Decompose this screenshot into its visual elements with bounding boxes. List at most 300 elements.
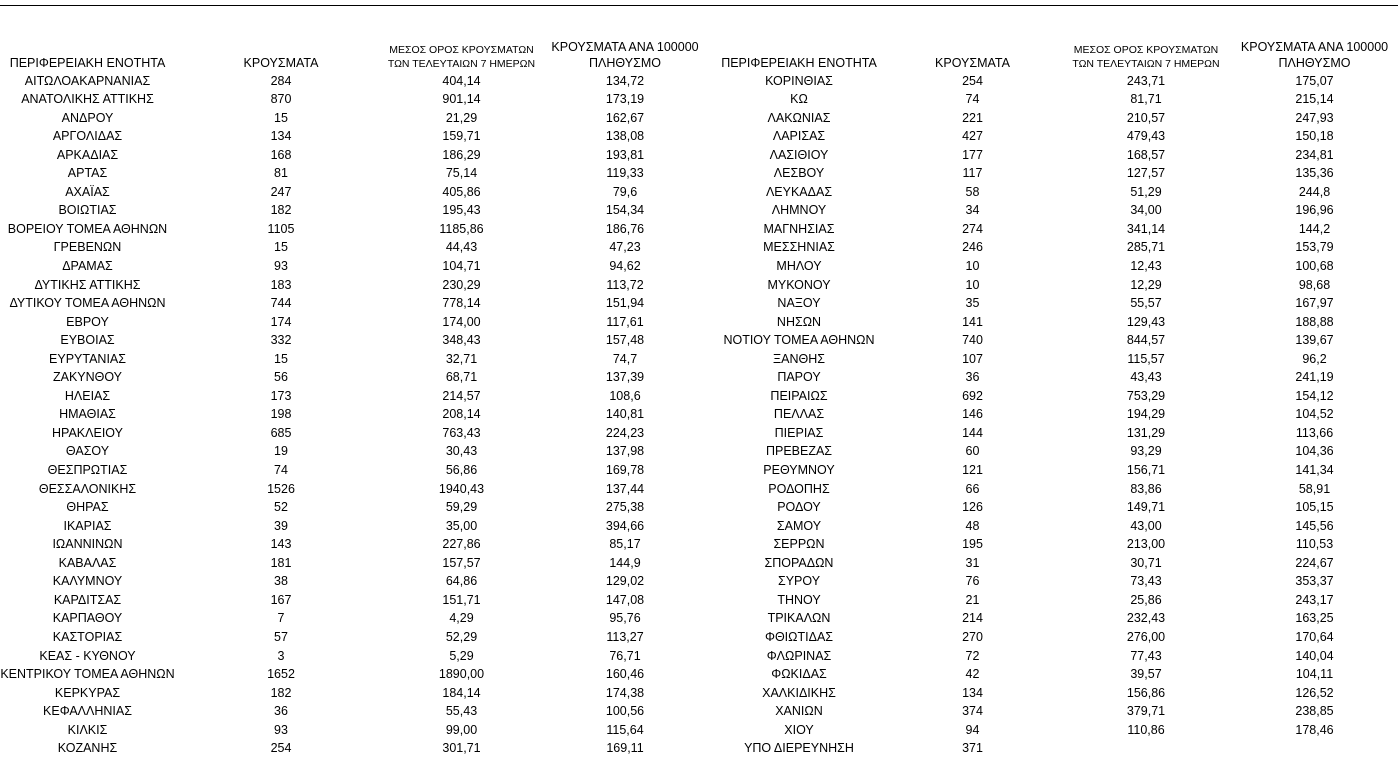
right-avg7-cell bbox=[1061, 739, 1231, 758]
left-region-cell: ΚΕΝΤΡΙΚΟΥ ΤΟΜΕΑ ΑΘΗΝΩΝ bbox=[0, 667, 175, 682]
right-avg7-cell: 81,71 bbox=[1130, 92, 1162, 107]
table-row bbox=[0, 71, 1398, 90]
right-avg7-cell: 276,00 bbox=[1126, 629, 1166, 644]
left-region-cell: ΗΡΑΚΛΕΙΟΥ bbox=[52, 425, 123, 440]
right-per100k-cell: 243,17 bbox=[1295, 592, 1334, 607]
header-per100k-line2: ΠΛΗΘΥΣΜΟ bbox=[1278, 56, 1351, 70]
table-row bbox=[0, 90, 1398, 109]
left-cases-cell: 167 bbox=[270, 592, 292, 607]
right-per100k-cell: 135,36 bbox=[1295, 166, 1334, 181]
left-region-cell: ΚΑΣΤΟΡΙΑΣ bbox=[52, 629, 123, 644]
table-row bbox=[0, 219, 1398, 238]
header-cases-left: ΚΡΟΥΣΜΑΤΑ bbox=[243, 56, 319, 70]
right-region-cell: ΜΥΚΟΝΟΥ bbox=[767, 277, 831, 292]
left-cases-cell: 52 bbox=[274, 500, 288, 515]
right-cases-cell: 134 bbox=[962, 685, 983, 700]
left-avg7-cell: 195,43 bbox=[442, 203, 481, 218]
left-cases-cell: 685 bbox=[270, 425, 292, 440]
left-avg7-cell: 763,43 bbox=[442, 425, 481, 440]
right-avg7-cell: 77,43 bbox=[1130, 648, 1162, 663]
left-avg7-cell: 214,57 bbox=[442, 388, 481, 403]
left-cases-cell: 36 bbox=[274, 704, 288, 719]
left-per100k-cell: 275,38 bbox=[605, 500, 645, 515]
table-row bbox=[0, 127, 1398, 146]
right-region-cell: ΦΘΙΩΤΙΔΑΣ bbox=[764, 629, 834, 644]
table-body bbox=[0, 71, 1398, 757]
left-per100k-cell: 108,6 bbox=[609, 388, 641, 403]
table-row bbox=[0, 108, 1398, 127]
left-region-cell: ΔΡΑΜΑΣ bbox=[62, 259, 113, 274]
left-region-cell: ΕΥΒΟΙΑΣ bbox=[60, 333, 115, 348]
left-per100k-cell: 169,78 bbox=[605, 463, 645, 478]
right-per100k-cell: 104,52 bbox=[1295, 407, 1334, 422]
table-row bbox=[0, 349, 1398, 368]
left-region-cell: ΑΧΑΪΑΣ bbox=[65, 184, 110, 199]
right-region-cell: ΧΑΛΚΙΔΙΚΗΣ bbox=[762, 685, 836, 700]
right-region-cell: ΣΑΜΟΥ bbox=[776, 518, 822, 533]
left-cases-cell: 56 bbox=[274, 370, 288, 385]
left-region-cell: ΔΥΤΙΚΟΥ ΤΟΜΕΑ ΑΘΗΝΩΝ bbox=[9, 296, 166, 311]
right-avg7-cell: 34,00 bbox=[1130, 203, 1162, 218]
right-cases-cell: 221 bbox=[962, 110, 983, 125]
left-avg7-cell: 104,71 bbox=[442, 259, 481, 274]
left-cases-cell: 74 bbox=[274, 463, 288, 478]
header-avg7-line2: ΤΩΝ ΤΕΛΕΥΤΑΙΩΝ 7 ΗΜΕΡΩΝ bbox=[1072, 58, 1220, 70]
left-per100k-cell: 160,46 bbox=[605, 667, 645, 682]
right-cases-cell: 246 bbox=[962, 240, 983, 255]
right-avg7-cell: 55,57 bbox=[1130, 296, 1162, 311]
right-region-cell: ΛΑΣΙΘΙΟΥ bbox=[769, 147, 829, 162]
left-per100k-cell: 137,98 bbox=[605, 444, 645, 459]
header-per100k-right bbox=[1231, 36, 1398, 71]
table-row bbox=[0, 702, 1398, 721]
table-row bbox=[0, 535, 1398, 554]
table-row bbox=[0, 646, 1398, 665]
right-region-cell: ΦΩΚΙΔΑΣ bbox=[771, 667, 827, 682]
right-per100k-cell: 163,25 bbox=[1295, 611, 1334, 626]
left-cases-cell: 38 bbox=[274, 574, 288, 589]
left-region-cell: ΒΟΡΕΙΟΥ ΤΟΜΕΑ ΑΘΗΝΩΝ bbox=[7, 221, 168, 236]
left-avg7-cell: 901,14 bbox=[442, 92, 481, 107]
right-region-cell: ΝΟΤΙΟΥ ΤΟΜΕΑ ΑΘΗΝΩΝ bbox=[723, 333, 875, 348]
left-avg7-cell: 35,00 bbox=[445, 518, 478, 533]
left-region-cell: ΗΛΕΙΑΣ bbox=[64, 388, 111, 403]
right-region-cell: ΛΑΡΙΣΑΣ bbox=[772, 129, 826, 144]
left-region-cell: ΕΥΡΥΤΑΝΙΑΣ bbox=[49, 351, 126, 366]
table-row bbox=[0, 182, 1398, 201]
left-cases-cell: 182 bbox=[270, 685, 292, 700]
left-cases-cell: 19 bbox=[274, 444, 288, 459]
left-per100k-cell: 157,48 bbox=[605, 333, 645, 348]
left-cases-cell: 1105 bbox=[267, 221, 295, 236]
left-avg7-cell: 405,86 bbox=[442, 184, 481, 199]
left-per100k-cell: 137,44 bbox=[605, 481, 645, 496]
left-avg7-cell: 30,43 bbox=[445, 444, 478, 459]
right-avg7-cell: 210,57 bbox=[1126, 110, 1166, 125]
right-cases-cell: 10 bbox=[965, 259, 980, 274]
right-per100k-cell: 170,64 bbox=[1295, 629, 1334, 644]
left-per100k-cell: 100,56 bbox=[605, 704, 645, 719]
left-per100k-cell: 173,19 bbox=[605, 92, 645, 107]
left-region-cell: ΘΕΣΠΡΩΤΙΑΣ bbox=[47, 463, 128, 478]
right-region-cell: ΡΟΔΟΥ bbox=[777, 500, 821, 515]
header-per100k-left bbox=[536, 36, 714, 71]
left-avg7-cell: 151,71 bbox=[442, 592, 481, 607]
table-row bbox=[0, 201, 1398, 220]
table-row bbox=[0, 460, 1398, 479]
left-cases-cell: 1526 bbox=[267, 481, 295, 496]
right-cases-cell: 141 bbox=[962, 314, 983, 329]
right-cases-cell: 692 bbox=[962, 388, 983, 403]
right-per100k-cell: 126,52 bbox=[1295, 685, 1334, 700]
right-per100k-cell: 104,11 bbox=[1295, 667, 1334, 682]
table-row bbox=[0, 423, 1398, 442]
table-row bbox=[0, 739, 1398, 758]
left-per100k-cell: 79,6 bbox=[612, 184, 638, 199]
right-avg7-cell: 25,86 bbox=[1130, 592, 1162, 607]
right-region-cell: ΛΕΣΒΟΥ bbox=[773, 166, 825, 181]
left-region-cell: ΚΑΡΔΙΤΣΑΣ bbox=[53, 592, 122, 607]
left-per100k-cell: 113,27 bbox=[606, 629, 644, 644]
top-border-line bbox=[0, 5, 1398, 6]
left-avg7-cell: 99,00 bbox=[445, 722, 478, 737]
left-per100k-cell: 144,9 bbox=[609, 555, 641, 570]
right-per100k-cell: 154,12 bbox=[1295, 388, 1334, 403]
right-per100k-cell: 105,15 bbox=[1295, 500, 1334, 515]
left-cases-cell: 134 bbox=[270, 129, 292, 144]
left-avg7-cell: 5,29 bbox=[449, 648, 474, 663]
right-per100k-cell: 224,67 bbox=[1295, 555, 1334, 570]
left-avg7-cell: 159,71 bbox=[442, 129, 481, 144]
table-row bbox=[0, 238, 1398, 257]
right-cases-cell: 60 bbox=[965, 444, 980, 459]
right-avg7-cell: 131,29 bbox=[1126, 425, 1166, 440]
left-avg7-cell: 227,86 bbox=[442, 537, 481, 552]
left-region-cell: ΚΙΛΚΙΣ bbox=[67, 722, 108, 737]
right-per100k-cell: 96,2 bbox=[1302, 351, 1327, 366]
right-avg7-cell: 129,43 bbox=[1126, 314, 1166, 329]
right-avg7-cell: 83,86 bbox=[1130, 481, 1162, 496]
left-per100k-cell: 154,34 bbox=[605, 203, 645, 218]
table-row bbox=[0, 683, 1398, 702]
left-per100k-cell: 119,33 bbox=[606, 166, 644, 181]
right-region-cell: ΜΕΣΣΗΝΙΑΣ bbox=[763, 240, 835, 255]
right-cases-cell: 126 bbox=[962, 500, 983, 515]
left-per100k-cell: 137,39 bbox=[605, 370, 645, 385]
left-avg7-cell: 208,14 bbox=[442, 407, 481, 422]
left-region-cell: ΚΑΡΠΑΘΟΥ bbox=[52, 611, 123, 626]
left-avg7-cell: 1890,00 bbox=[438, 667, 485, 682]
header-avg7-line1: ΜΕΣΟΣ ΟΡΟΣ ΚΡΟΥΣΜΑΤΩΝ bbox=[389, 44, 534, 56]
left-per100k-cell: 95,76 bbox=[609, 611, 641, 626]
left-per100k-cell: 151,94 bbox=[605, 296, 645, 311]
left-cases-cell: 332 bbox=[270, 333, 292, 348]
right-per100k-cell: 98,68 bbox=[1298, 277, 1331, 292]
table-row bbox=[0, 312, 1398, 331]
table-row bbox=[0, 553, 1398, 572]
right-avg7-cell: 12,29 bbox=[1130, 277, 1162, 292]
right-cases-cell: 36 bbox=[965, 370, 980, 385]
right-per100k-cell: 145,56 bbox=[1295, 518, 1334, 533]
right-region-cell: ΞΑΝΘΗΣ bbox=[773, 351, 825, 366]
right-avg7-cell: 243,71 bbox=[1126, 73, 1166, 88]
right-per100k-cell: 196,96 bbox=[1295, 203, 1334, 218]
right-avg7-cell: 51,29 bbox=[1130, 184, 1162, 199]
table-row bbox=[0, 479, 1398, 498]
right-cases-cell: 146 bbox=[962, 407, 983, 422]
left-avg7-cell: 230,29 bbox=[442, 277, 481, 292]
right-per100k-cell: 104,36 bbox=[1295, 444, 1334, 459]
left-avg7-cell: 59,29 bbox=[445, 500, 478, 515]
covid-cases-table bbox=[0, 36, 1398, 757]
left-avg7-cell: 301,71 bbox=[442, 741, 481, 756]
table-row bbox=[0, 498, 1398, 517]
left-region-cell: ΒΟΙΩΤΙΑΣ bbox=[58, 203, 117, 218]
right-avg7-cell: 341,14 bbox=[1126, 221, 1166, 236]
right-region-cell: ΤΡΙΚΑΛΩΝ bbox=[767, 611, 831, 626]
right-avg7-cell: 93,29 bbox=[1130, 444, 1162, 459]
table-row bbox=[0, 720, 1398, 739]
left-cases-cell: 284 bbox=[270, 73, 292, 88]
left-per100k-cell: 115,64 bbox=[606, 722, 644, 737]
left-cases-cell: 81 bbox=[274, 166, 288, 181]
left-cases-cell: 181 bbox=[270, 555, 292, 570]
right-per100k-cell: 234,81 bbox=[1295, 147, 1334, 162]
table-row bbox=[0, 386, 1398, 405]
left-cases-cell: 15 bbox=[274, 351, 288, 366]
left-region-cell: ΑΝΔΡΟΥ bbox=[61, 110, 114, 125]
right-per100k-cell: 241,19 bbox=[1295, 370, 1334, 385]
right-region-cell: ΧΙΟΥ bbox=[784, 722, 814, 737]
right-avg7-cell: 479,43 bbox=[1126, 129, 1166, 144]
right-per100k-cell: 113,66 bbox=[1295, 425, 1334, 440]
right-cases-cell: 31 bbox=[965, 555, 980, 570]
left-avg7-cell: 186,29 bbox=[442, 147, 481, 162]
left-per100k-cell: 186,76 bbox=[605, 221, 645, 236]
right-per100k-cell: 100,68 bbox=[1295, 259, 1334, 274]
left-region-cell: ΑΡΤΑΣ bbox=[67, 166, 108, 181]
right-cases-cell: 48 bbox=[965, 518, 980, 533]
right-cases-cell: 214 bbox=[962, 611, 983, 626]
right-cases-cell: 74 bbox=[965, 92, 980, 107]
right-avg7-cell: 753,29 bbox=[1126, 388, 1166, 403]
left-region-cell: ΑΡΚΑΔΙΑΣ bbox=[56, 147, 119, 162]
right-cases-cell: 177 bbox=[962, 147, 983, 162]
right-per100k-cell: 153,79 bbox=[1295, 240, 1334, 255]
table-row bbox=[0, 294, 1398, 313]
header-cases-right: ΚΡΟΥΣΜΑΤΑ bbox=[935, 56, 1010, 70]
left-cases-cell: 870 bbox=[270, 92, 292, 107]
left-avg7-cell: 348,43 bbox=[442, 333, 481, 348]
right-region-cell: ΡΕΘΥΜΝΟΥ bbox=[763, 463, 835, 478]
left-avg7-cell: 1940,43 bbox=[438, 481, 485, 496]
right-per100k-cell: 144,2 bbox=[1298, 221, 1331, 236]
right-per100k-cell: 244,8 bbox=[1298, 184, 1331, 199]
right-cases-cell: 94 bbox=[965, 722, 980, 737]
right-region-cell: ΠΑΡΟΥ bbox=[777, 370, 821, 385]
header-per100k-line1: ΚΡΟΥΣΜΑΤΑ ΑΝΑ 100000 bbox=[1240, 40, 1389, 54]
left-region-cell: ΚΑΛΥΜΝΟΥ bbox=[52, 574, 123, 589]
right-cases-cell: 740 bbox=[962, 333, 983, 348]
left-cases-cell: 57 bbox=[274, 629, 288, 644]
right-avg7-cell: 110,86 bbox=[1127, 722, 1165, 737]
left-cases-cell: 183 bbox=[270, 277, 292, 292]
right-per100k-cell: 175,07 bbox=[1295, 73, 1334, 88]
right-cases-cell: 427 bbox=[962, 129, 983, 144]
right-cases-cell: 35 bbox=[965, 296, 980, 311]
left-region-cell: ΑΝΑΤΟΛΙΚΗΣ ΑΤΤΙΚΗΣ bbox=[21, 92, 154, 107]
left-per100k-cell: 169,11 bbox=[606, 741, 644, 756]
right-avg7-cell: 127,57 bbox=[1126, 166, 1166, 181]
right-region-cell: ΛΑΚΩΝΙΑΣ bbox=[767, 110, 831, 125]
left-region-cell: ΔΥΤΙΚΗΣ ΑΤΤΙΚΗΣ bbox=[34, 277, 141, 292]
right-per100k-cell: 215,14 bbox=[1295, 92, 1334, 107]
left-cases-cell: 1652 bbox=[267, 667, 295, 682]
left-cases-cell: 254 bbox=[270, 741, 292, 756]
right-avg7-cell: 213,00 bbox=[1126, 537, 1166, 552]
header-avg7-left bbox=[387, 36, 536, 71]
left-per100k-cell: 162,67 bbox=[605, 110, 645, 125]
right-cases-cell: 270 bbox=[962, 629, 983, 644]
left-avg7-cell: 68,71 bbox=[445, 370, 478, 385]
right-cases-cell: 144 bbox=[962, 425, 983, 440]
right-avg7-cell: 194,29 bbox=[1126, 407, 1166, 422]
left-avg7-cell: 64,86 bbox=[445, 574, 478, 589]
table-row bbox=[0, 256, 1398, 275]
right-cases-cell: 121 bbox=[962, 463, 983, 478]
left-region-cell: ΑΡΓΟΛΙΔΑΣ bbox=[52, 129, 123, 144]
right-region-cell: ΠΙΕΡΙΑΣ bbox=[774, 425, 824, 440]
right-cases-cell: 117 bbox=[962, 166, 983, 181]
right-cases-cell: 195 bbox=[962, 537, 983, 552]
left-per100k-cell: 134,72 bbox=[605, 73, 645, 88]
right-avg7-cell: 115,57 bbox=[1127, 351, 1165, 366]
table-row bbox=[0, 331, 1398, 350]
right-cases-cell: 10 bbox=[965, 277, 980, 292]
right-region-cell: ΠΕΛΛΑΣ bbox=[773, 407, 825, 422]
left-per100k-cell: 147,08 bbox=[605, 592, 645, 607]
table-row bbox=[0, 368, 1398, 387]
right-avg7-cell: 30,71 bbox=[1130, 555, 1162, 570]
right-region-cell: ΝΑΞΟΥ bbox=[777, 296, 821, 311]
right-avg7-cell: 156,71 bbox=[1126, 463, 1166, 478]
left-avg7-cell: 32,71 bbox=[445, 351, 478, 366]
header-per100k-line2: ΠΛΗΘΥΣΜΟ bbox=[589, 56, 661, 70]
right-region-cell: ΦΛΩΡΙΝΑΣ bbox=[766, 648, 832, 663]
right-per100k-cell: 188,88 bbox=[1295, 314, 1334, 329]
right-avg7-cell: 232,43 bbox=[1126, 611, 1166, 626]
left-avg7-cell: 75,14 bbox=[445, 166, 478, 181]
right-per100k-cell: 178,46 bbox=[1295, 722, 1334, 737]
left-avg7-cell: 184,14 bbox=[442, 685, 481, 700]
right-region-cell: ΛΕΥΚΑΔΑΣ bbox=[765, 184, 833, 199]
left-avg7-cell: 778,14 bbox=[442, 296, 481, 311]
left-per100k-cell: 117,61 bbox=[606, 314, 644, 329]
left-avg7-cell: 55,43 bbox=[445, 704, 478, 719]
left-region-cell: ΚΕΦΑΛΛΗΝΙΑΣ bbox=[43, 704, 132, 719]
left-avg7-cell: 174,00 bbox=[442, 314, 481, 329]
table-row bbox=[0, 609, 1398, 628]
right-avg7-cell: 379,71 bbox=[1126, 704, 1166, 719]
right-per100k-cell: 353,37 bbox=[1295, 574, 1334, 589]
left-avg7-cell: 157,57 bbox=[442, 555, 481, 570]
header-avg7-line1: ΜΕΣΟΣ ΟΡΟΣ ΚΡΟΥΣΜΑΤΩΝ bbox=[1073, 44, 1219, 56]
header-region-left: ΠΕΡΙΦΕΡΕΙΑΚΗ ΕΝΟΤΗΤΑ bbox=[9, 56, 166, 70]
header-avg7-right bbox=[1061, 36, 1231, 71]
right-per100k-cell: 140,04 bbox=[1295, 648, 1334, 663]
table-row bbox=[0, 590, 1398, 609]
right-per100k-cell: 167,97 bbox=[1295, 296, 1334, 311]
table-row bbox=[0, 442, 1398, 461]
left-region-cell: ΚΕΑΣ - ΚΥΘΝΟΥ bbox=[39, 648, 136, 663]
right-region-cell: ΣΥΡΟΥ bbox=[777, 574, 821, 589]
table-row bbox=[0, 572, 1398, 591]
right-per100k-cell: 139,67 bbox=[1295, 333, 1334, 348]
right-per100k-cell: 110,53 bbox=[1295, 537, 1334, 552]
right-region-cell: ΣΕΡΡΩΝ bbox=[773, 537, 825, 552]
right-per100k-cell: 141,34 bbox=[1295, 463, 1334, 478]
left-per100k-cell: 140,81 bbox=[605, 407, 645, 422]
left-avg7-cell: 4,29 bbox=[449, 611, 474, 626]
left-avg7-cell: 1185,86 bbox=[439, 221, 484, 236]
left-per100k-cell: 85,17 bbox=[609, 537, 641, 552]
left-per100k-cell: 138,08 bbox=[605, 129, 645, 144]
header-region-right: ΠΕΡΙΦΕΡΕΙΑΚΗ ΕΝΟΤΗΤΑ bbox=[721, 56, 877, 70]
left-region-cell: ΚΑΒΑΛΑΣ bbox=[58, 555, 117, 570]
right-per100k-cell: 150,18 bbox=[1295, 129, 1334, 144]
right-avg7-cell: 149,71 bbox=[1126, 500, 1166, 515]
header-per100k-line1: ΚΡΟΥΣΜΑΤΑ ΑΝΑ 100000 bbox=[551, 40, 699, 54]
right-avg7-cell: 168,57 bbox=[1126, 147, 1166, 162]
left-cases-cell: 174 bbox=[270, 314, 292, 329]
left-avg7-cell: 44,43 bbox=[445, 240, 478, 255]
left-cases-cell: 168 bbox=[270, 147, 292, 162]
left-cases-cell: 143 bbox=[270, 537, 292, 552]
left-cases-cell: 198 bbox=[270, 407, 292, 422]
header-avg7-line2: ΤΩΝ ΤΕΛΕΥΤΑΙΩΝ 7 ΗΜΕΡΩΝ bbox=[387, 58, 536, 70]
left-cases-cell: 182 bbox=[270, 203, 292, 218]
right-cases-cell: 21 bbox=[965, 592, 980, 607]
right-cases-cell: 254 bbox=[962, 73, 983, 88]
right-per100k-cell: 58,91 bbox=[1298, 481, 1331, 496]
left-per100k-cell: 193,81 bbox=[605, 147, 645, 162]
left-cases-cell: 15 bbox=[274, 240, 288, 255]
left-cases-cell: 173 bbox=[270, 388, 292, 403]
left-cases-cell: 3 bbox=[277, 648, 285, 663]
right-cases-cell: 66 bbox=[965, 481, 980, 496]
left-region-cell: ΙΚΑΡΙΑΣ bbox=[63, 518, 112, 533]
right-avg7-cell: 73,43 bbox=[1130, 574, 1162, 589]
right-region-cell: ΠΕΙΡΑΙΩΣ bbox=[770, 388, 828, 403]
left-region-cell: ΘΑΣΟΥ bbox=[65, 444, 110, 459]
left-region-cell: ΘΕΣΣΑΛΟΝΙΚΗΣ bbox=[38, 481, 137, 496]
right-avg7-cell: 39,57 bbox=[1130, 667, 1162, 682]
right-region-cell: ΡΟΔΟΠΗΣ bbox=[768, 481, 830, 496]
left-cases-cell: 39 bbox=[274, 518, 288, 533]
left-avg7-cell: 21,29 bbox=[445, 110, 478, 125]
table-row bbox=[0, 405, 1398, 424]
left-per100k-cell: 76,71 bbox=[609, 648, 641, 663]
right-region-cell: ΛΗΜΝΟΥ bbox=[771, 203, 827, 218]
right-region-cell: ΤΗΝΟΥ bbox=[777, 592, 821, 607]
left-per100k-cell: 94,62 bbox=[609, 259, 641, 274]
left-per100k-cell: 394,66 bbox=[605, 518, 645, 533]
right-avg7-cell: 156,86 bbox=[1126, 685, 1166, 700]
right-region-cell: ΜΑΓΝΗΣΙΑΣ bbox=[763, 221, 835, 236]
left-avg7-cell: 52,29 bbox=[445, 629, 478, 644]
right-region-cell: ΣΠΟΡΑΔΩΝ bbox=[764, 555, 834, 570]
right-per100k-cell: 238,85 bbox=[1295, 704, 1334, 719]
